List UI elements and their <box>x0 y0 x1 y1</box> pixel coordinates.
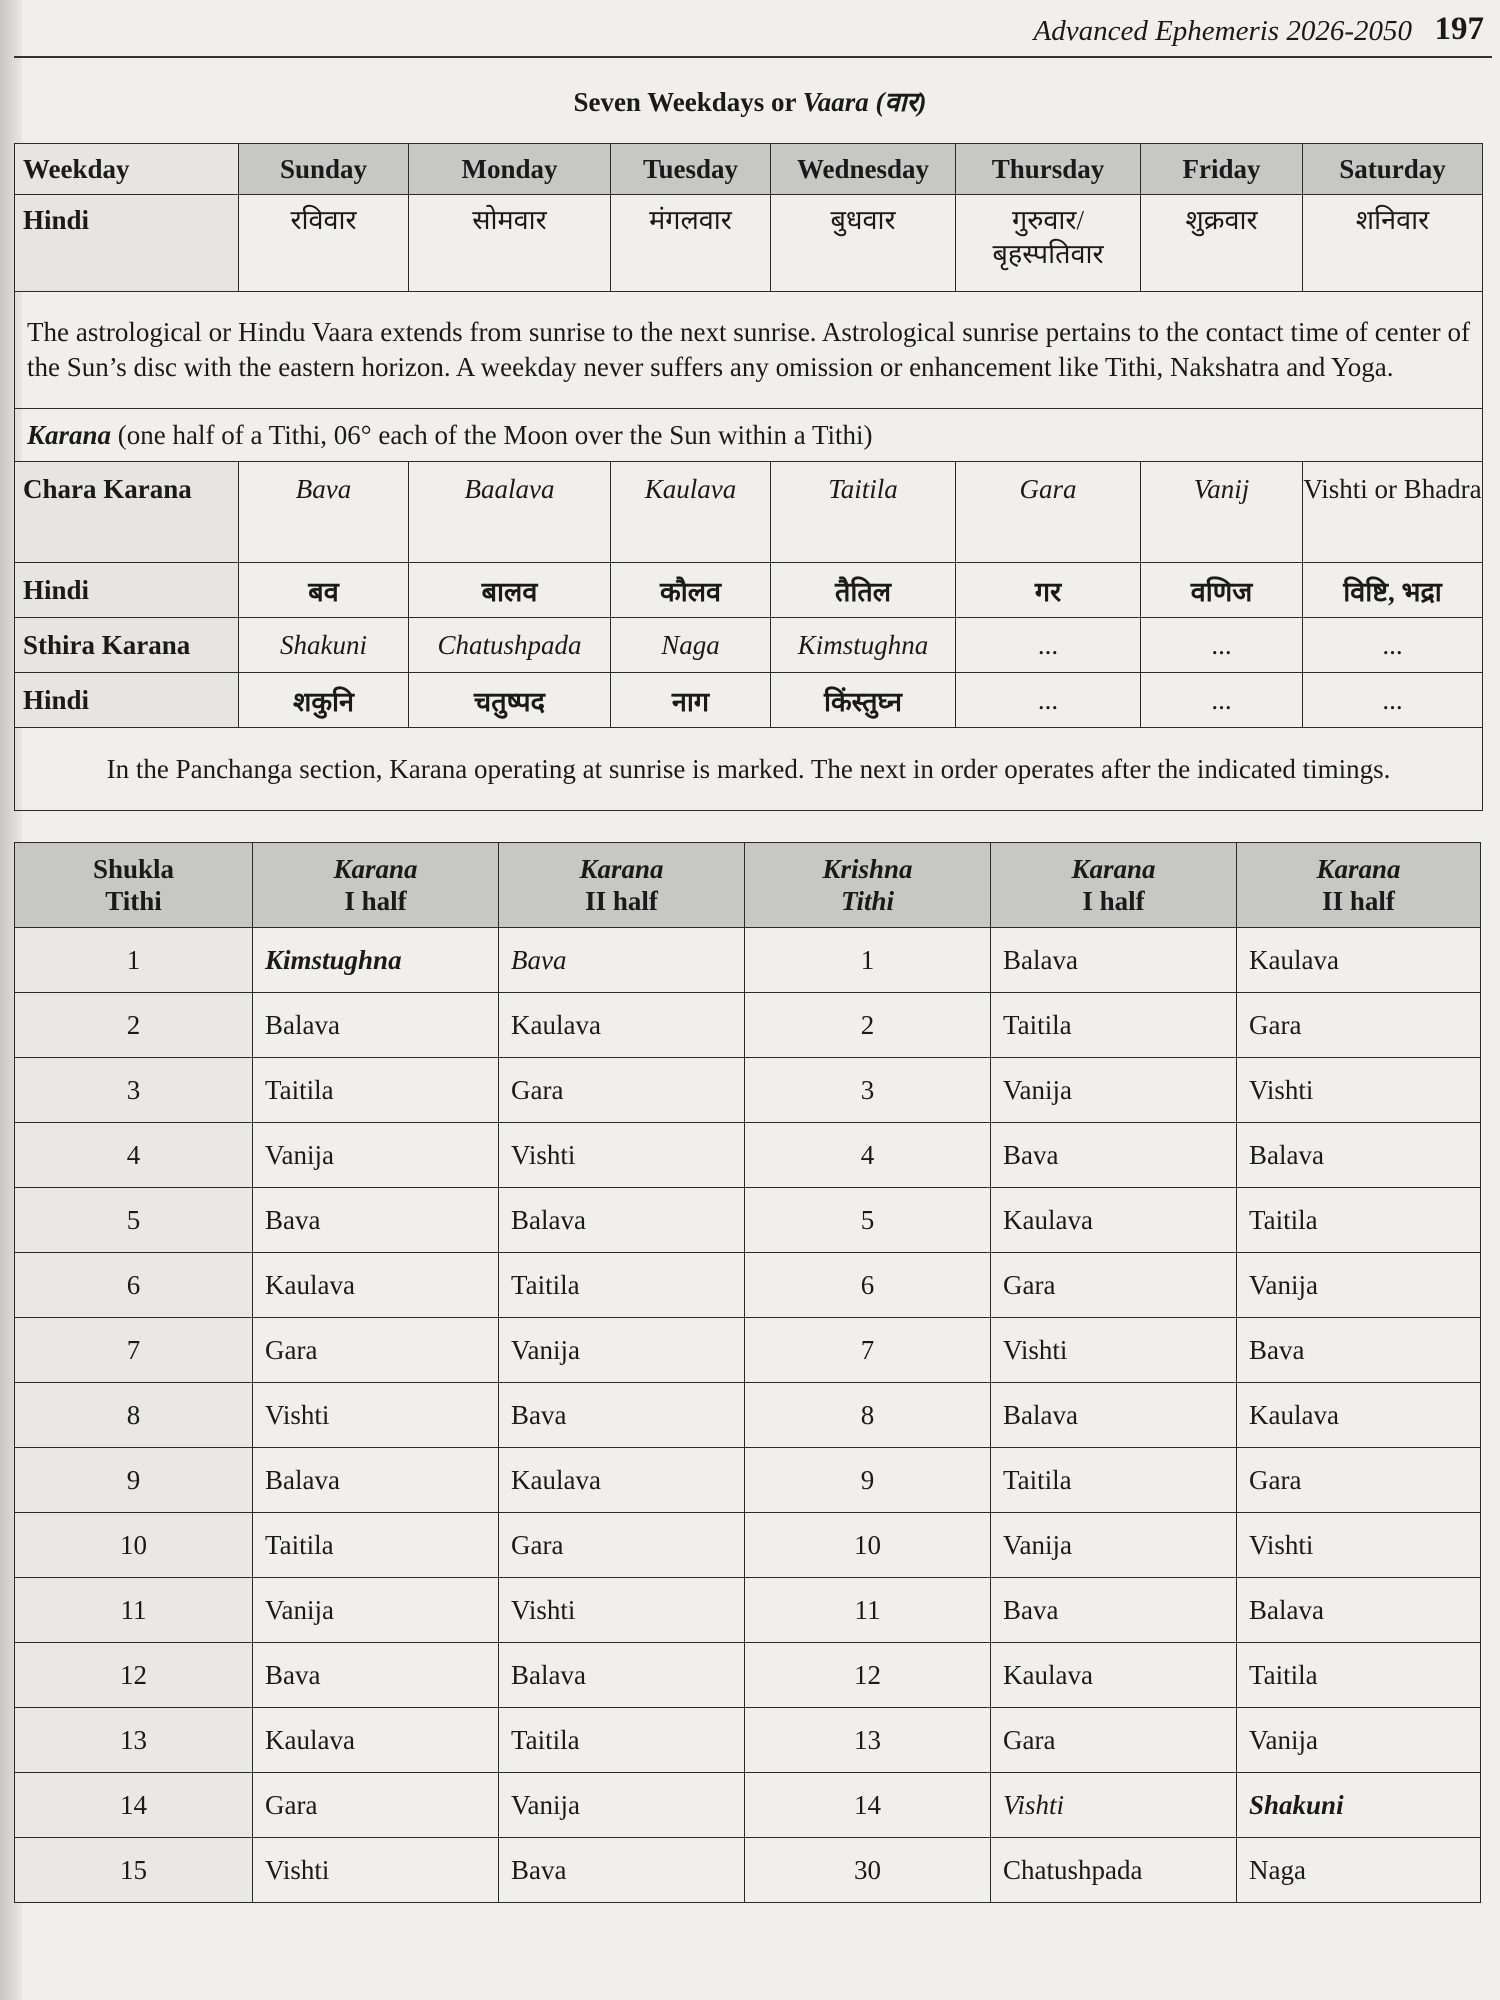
table-row <box>15 1123 1481 1188</box>
karana-cell: Taitila <box>253 1058 499 1123</box>
karana-cell: Kaulava <box>991 1188 1237 1253</box>
chara-hindi: बव <box>239 563 409 618</box>
chara-karana: Gara <box>956 462 1141 563</box>
row-label-hindi: Hindi <box>15 673 239 728</box>
chara-karana-row <box>15 462 1483 563</box>
shukla-tithi-cell: 5 <box>15 1188 253 1253</box>
shukla-tithi-cell: 1 <box>15 928 253 993</box>
karana-note-text: (one half of a Tithi, 06° each of the Moon over the Sun within a Tithi) <box>117 419 873 450</box>
krishna-tithi-cell: 10 <box>745 1513 991 1578</box>
sthira-hindi: ... <box>956 673 1141 728</box>
sthira-karana: Chatushpada <box>409 618 611 673</box>
running-title: Advanced Ephemeris 2026-2050 <box>1033 15 1412 47</box>
karana-cell: Taitila <box>253 1513 499 1578</box>
karana-cell: Vanija <box>499 1318 745 1383</box>
section-title-text: Seven Weekdays or <box>573 87 796 117</box>
karana-cell: Vishti <box>499 1578 745 1643</box>
krishna-tithi-cell: 1 <box>745 928 991 993</box>
sthira-hindi: चतुष्पद <box>409 673 611 728</box>
day-monday: Monday <box>409 144 611 195</box>
table-row <box>15 1773 1481 1838</box>
karana-cell: Bava <box>499 928 745 993</box>
chara-karana: Bava <box>239 462 409 563</box>
shukla-tithi-cell: 13 <box>15 1708 253 1773</box>
shukla-tithi-cell: 8 <box>15 1383 253 1448</box>
karana-table-header <box>15 843 1481 928</box>
section-title <box>0 82 1500 119</box>
table-row <box>15 1643 1481 1708</box>
chara-karana: Taitila <box>771 462 956 563</box>
karana-cell: Bava <box>253 1188 499 1253</box>
table-row <box>15 1383 1481 1448</box>
table-row <box>15 1708 1481 1773</box>
karana-cell: Taitila <box>499 1708 745 1773</box>
day-sunday: Sunday <box>239 144 409 195</box>
section-title-italic: Vaara <box>802 87 869 117</box>
karana-cell: Vanija <box>991 1513 1237 1578</box>
karana-cell: Bava <box>991 1578 1237 1643</box>
karana-cell: Vishti <box>991 1318 1237 1383</box>
karana-cell: Gara <box>253 1318 499 1383</box>
shukla-tithi-cell: 14 <box>15 1773 253 1838</box>
sthira-hindi: ... <box>1303 673 1483 728</box>
karana-cell: Vishti <box>1237 1058 1481 1123</box>
shukla-tithi-cell: 4 <box>15 1123 253 1188</box>
chara-karana: Vanij <box>1141 462 1303 563</box>
karana-cell: Bava <box>499 1838 745 1903</box>
sthira-hindi: किंस्तुघ्न <box>771 673 956 728</box>
hindi-day: रविवार <box>239 195 409 292</box>
sthira-hindi: ... <box>1141 673 1303 728</box>
krishna-tithi-cell: 14 <box>745 1773 991 1838</box>
karana-cell: Vanija <box>253 1123 499 1188</box>
table-row <box>15 1448 1481 1513</box>
karana-note <box>15 409 1483 462</box>
karana-cell: Vishti <box>499 1123 745 1188</box>
row-label-weekday: Weekday <box>15 144 239 195</box>
weekday-hindi-row <box>15 195 1483 292</box>
krishna-tithi-cell: 30 <box>745 1838 991 1903</box>
karana-cell: Gara <box>1237 1448 1481 1513</box>
karana-cell: Taitila <box>991 1448 1237 1513</box>
table-row <box>15 928 1481 993</box>
header-shukla-tithi: Shukla Tithi <box>15 843 253 928</box>
row-label-hindi: Hindi <box>15 195 239 292</box>
day-tuesday: Tuesday <box>611 144 771 195</box>
krishna-tithi-cell: 6 <box>745 1253 991 1318</box>
karana-cell: Bava <box>991 1123 1237 1188</box>
krishna-tithi-cell: 7 <box>745 1318 991 1383</box>
karana-cell: Gara <box>991 1708 1237 1773</box>
karana-word: Karana <box>27 419 112 450</box>
header-krishna-karana-first: Karana I half <box>991 843 1237 928</box>
hindi-day: शुक्रवार <box>1141 195 1303 292</box>
running-header <box>14 10 1492 58</box>
karana-cell: Vishti <box>991 1773 1237 1838</box>
chara-hindi: गर <box>956 563 1141 618</box>
shukla-tithi-cell: 9 <box>15 1448 253 1513</box>
karana-cell: Balava <box>991 928 1237 993</box>
table-row <box>15 1513 1481 1578</box>
karana-note-row <box>15 409 1483 462</box>
weekday-header-row <box>15 144 1483 195</box>
vaara-paragraph: The astrological or Hindu Vaara extends from sunrise to the next sunrise. Astrological sunrise pertains to the contact time of center of the Sun’s disc with the eastern horizon. A weekday never suffers any omission or enhancement like Tithi, Nakshatra and Yoga. <box>15 292 1483 409</box>
karana-cell: Balava <box>253 1448 499 1513</box>
karana-cell: Balava <box>1237 1123 1481 1188</box>
krishna-tithi-cell: 3 <box>745 1058 991 1123</box>
karana-cell: Kaulava <box>991 1643 1237 1708</box>
krishna-tithi-cell: 13 <box>745 1708 991 1773</box>
karana-cell: Gara <box>1237 993 1481 1058</box>
karana-cell: Balava <box>991 1383 1237 1448</box>
table-row <box>15 1578 1481 1643</box>
day-friday: Friday <box>1141 144 1303 195</box>
krishna-tithi-cell: 4 <box>745 1123 991 1188</box>
row-label-sthira: Sthira Karana <box>15 618 239 673</box>
chara-hindi: बालव <box>409 563 611 618</box>
section-title-hindi: (वार) <box>875 87 927 117</box>
karana-cell: Kaulava <box>1237 928 1481 993</box>
karana-cell: Vanija <box>991 1058 1237 1123</box>
krishna-tithi-cell: 5 <box>745 1188 991 1253</box>
table-row <box>15 1058 1481 1123</box>
shukla-tithi-cell: 7 <box>15 1318 253 1383</box>
krishna-tithi-cell: 2 <box>745 993 991 1058</box>
header-shukla-karana-first: Karana I half <box>253 843 499 928</box>
karana-cell: Bava <box>499 1383 745 1448</box>
karana-cell: Vanija <box>253 1578 499 1643</box>
hindi-day: मंगलवार <box>611 195 771 292</box>
karana-cell: Vishti <box>1237 1513 1481 1578</box>
shukla-tithi-cell: 2 <box>15 993 253 1058</box>
krishna-tithi-cell: 9 <box>745 1448 991 1513</box>
karana-cell: Balava <box>499 1188 745 1253</box>
karana-cell: Taitila <box>1237 1643 1481 1708</box>
header-krishna-karana-second: Karana II half <box>1237 843 1481 928</box>
row-label-chara: Chara Karana <box>15 462 239 563</box>
vaara-paragraph-row <box>15 292 1483 409</box>
hindi-day: गुरुवार/ बृहस्पतिवार <box>956 195 1141 292</box>
karana-cell: Bava <box>1237 1318 1481 1383</box>
karana-cell: Vishti <box>253 1383 499 1448</box>
karana-cell: Vanija <box>499 1773 745 1838</box>
shukla-tithi-cell: 11 <box>15 1578 253 1643</box>
karana-cell: Kimstughna <box>253 928 499 993</box>
shukla-tithi-cell: 3 <box>15 1058 253 1123</box>
shukla-tithi-cell: 15 <box>15 1838 253 1903</box>
table-row <box>15 1838 1481 1903</box>
krishna-tithi-cell: 12 <box>745 1643 991 1708</box>
krishna-tithi-cell: 11 <box>745 1578 991 1643</box>
row-label-hindi: Hindi <box>15 563 239 618</box>
karana-cell: Bava <box>253 1643 499 1708</box>
chara-hindi-row <box>15 563 1483 618</box>
karana-cell: Gara <box>499 1058 745 1123</box>
karana-cell: Kaulava <box>253 1253 499 1318</box>
chara-hindi: कौलव <box>611 563 771 618</box>
karana-cell: Vishti <box>253 1838 499 1903</box>
shukla-tithi-cell: 6 <box>15 1253 253 1318</box>
weekday-table <box>14 143 1483 811</box>
day-thursday: Thursday <box>956 144 1141 195</box>
karana-cell: Kaulava <box>499 993 745 1058</box>
panchanga-note-row <box>15 728 1483 811</box>
table-row <box>15 1253 1481 1318</box>
karana-cell: Taitila <box>1237 1188 1481 1253</box>
sthira-hindi-row <box>15 673 1483 728</box>
sthira-karana: Naga <box>611 618 771 673</box>
chara-hindi: वणिज <box>1141 563 1303 618</box>
karana-cell: Gara <box>499 1513 745 1578</box>
day-wednesday: Wednesday <box>771 144 956 195</box>
sthira-karana: ... <box>956 618 1141 673</box>
sthira-hindi: नाग <box>611 673 771 728</box>
chara-karana: Baalava <box>409 462 611 563</box>
karana-cell: Kaulava <box>499 1448 745 1513</box>
hindi-day: सोमवार <box>409 195 611 292</box>
header-krishna-tithi: Krishna Tithi <box>745 843 991 928</box>
karana-cell: Shakuni <box>1237 1773 1481 1838</box>
karana-cell: Vanija <box>1237 1708 1481 1773</box>
karana-cell: Kaulava <box>253 1708 499 1773</box>
karana-cell: Balava <box>1237 1578 1481 1643</box>
chara-karana: Kaulava <box>611 462 771 563</box>
sthira-karana: Shakuni <box>239 618 409 673</box>
chara-hindi: विष्टि, भद्रा <box>1303 563 1483 618</box>
hindi-day: शनिवार <box>1303 195 1483 292</box>
karana-cell: Taitila <box>499 1253 745 1318</box>
karana-cell: Naga <box>1237 1838 1481 1903</box>
karana-cell: Gara <box>253 1773 499 1838</box>
krishna-tithi-cell: 8 <box>745 1383 991 1448</box>
sthira-karana: ... <box>1303 618 1483 673</box>
header-shukla-karana-second: Karana II half <box>499 843 745 928</box>
sthira-hindi: शकुनि <box>239 673 409 728</box>
day-saturday: Saturday <box>1303 144 1483 195</box>
table-row <box>15 1318 1481 1383</box>
sthira-karana: ... <box>1141 618 1303 673</box>
sthira-karana: Kimstughna <box>771 618 956 673</box>
karana-cell: Vanija <box>1237 1253 1481 1318</box>
hindi-day: बुधवार <box>771 195 956 292</box>
table-row <box>15 1188 1481 1253</box>
karana-cell: Kaulava <box>1237 1383 1481 1448</box>
panchanga-note: In the Panchanga section, Karana operating at sunrise is marked. The next in order operates after the indicated timings. <box>15 728 1483 811</box>
sthira-karana-row <box>15 618 1483 673</box>
karana-cell: Chatushpada <box>991 1838 1237 1903</box>
table-row <box>15 993 1481 1058</box>
karana-tithi-table <box>14 842 1481 1903</box>
shukla-tithi-cell: 12 <box>15 1643 253 1708</box>
karana-cell: Balava <box>253 993 499 1058</box>
shukla-tithi-cell: 10 <box>15 1513 253 1578</box>
karana-cell: Gara <box>991 1253 1237 1318</box>
karana-cell: Balava <box>499 1643 745 1708</box>
chara-hindi: तैतिल <box>771 563 956 618</box>
karana-table-body <box>15 928 1481 1903</box>
chara-karana: Vishti or Bhadra <box>1303 462 1483 563</box>
karana-cell: Taitila <box>991 993 1237 1058</box>
page-number: 197 <box>1434 11 1484 47</box>
